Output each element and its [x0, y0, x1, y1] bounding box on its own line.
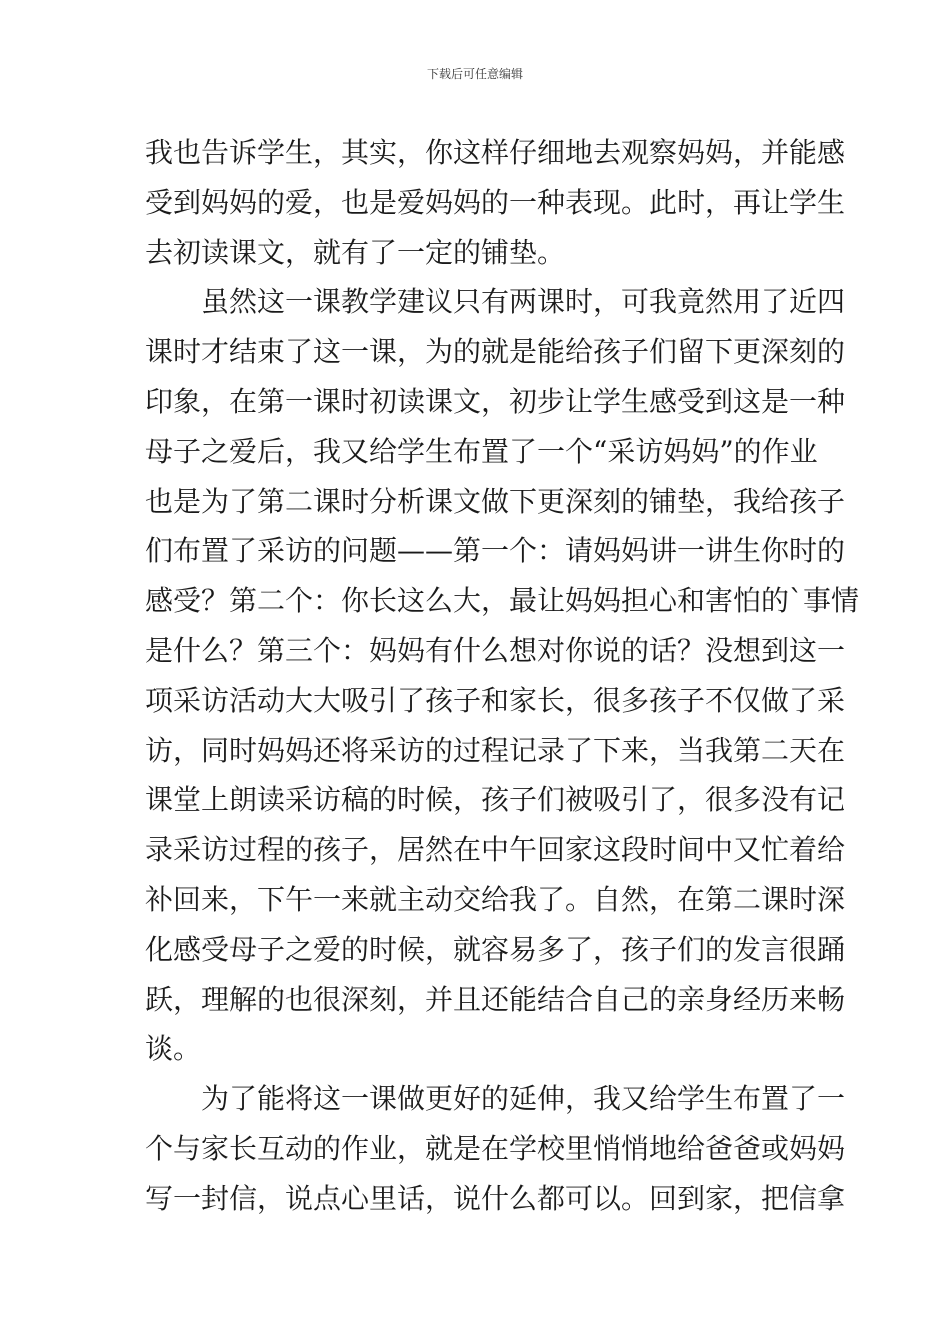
text-line: 受到妈妈的爱，也是爱妈妈的一种表现。此时，再让学生 — [145, 185, 846, 219]
text-line: 我也告诉学生，其实，你这样仔细地去观察妈妈，并能感 — [145, 136, 846, 169]
text-line: 母子之爱后，我又给学生布置了一个“采访妈妈”的作业 — [145, 434, 818, 468]
text-line: 也是为了第二课时分析课文做下更深刻的铺垫，我给孩子 — [145, 484, 846, 518]
text-line: 跃，理解的也很深刻，并且还能结合自己的亲身经历来畅 — [145, 982, 846, 1016]
text-line: 访，同时妈妈还将采访的过程记录了下来，当我第二天在 — [145, 733, 846, 767]
text-line: 补回来，下午一来就主动交给我了。自然，在第二课时深 — [145, 882, 846, 916]
text-line: 课时才结束了这一课，为的就是能给孩子们留下更深刻的 — [145, 335, 846, 369]
text-line: 写一封信，说点心里话，说什么都可以。回到家，把信拿 — [145, 1181, 846, 1215]
text-line: 项采访活动大大吸引了孩子和家长，很多孩子不仅做了采 — [145, 683, 846, 717]
document-body — [145, 128, 860, 1224]
text-line: 感受？第二个：你长这么大，最让妈妈担心和害怕的`事情 — [145, 584, 860, 618]
text-line: 化感受母子之爱的时候，就容易多了，孩子们的发言很踊 — [145, 932, 846, 966]
text-line: 们布置了采访的问题——第一个：请妈妈讲一讲生你时的 — [145, 534, 846, 568]
text-line: 印象，在第一课时初读课文，初步让学生感受到这是一种 — [145, 384, 846, 418]
paragraph-1 — [145, 128, 846, 277]
paragraph-3 — [145, 1074, 846, 1223]
paragraph-2 — [145, 277, 860, 1074]
text-line: 谈。 — [145, 1032, 202, 1066]
text-line: 为了能将这一课做更好的延伸，我又给学生布置了一 — [145, 1082, 846, 1116]
text-line: 录采访过程的孩子，居然在中午回家这段时间中又忙着给 — [145, 833, 846, 867]
text-line: 个与家长互动的作业，就是在学校里悄悄地给爸爸或妈妈 — [145, 1131, 846, 1165]
page-header: 下载后可任意编辑 — [426, 67, 523, 81]
text-line: 课堂上朗读采访稿的时候，孩子们被吸引了，很多没有记 — [145, 783, 846, 817]
text-line: 是什么？第三个：妈妈有什么想对你说的话？没想到这一 — [145, 633, 846, 667]
text-line: 虽然这一课教学建议只有两课时，可我竟然用了近四 — [145, 285, 846, 319]
text-line: 去初读课文，就有了一定的铺垫。 — [145, 235, 566, 269]
